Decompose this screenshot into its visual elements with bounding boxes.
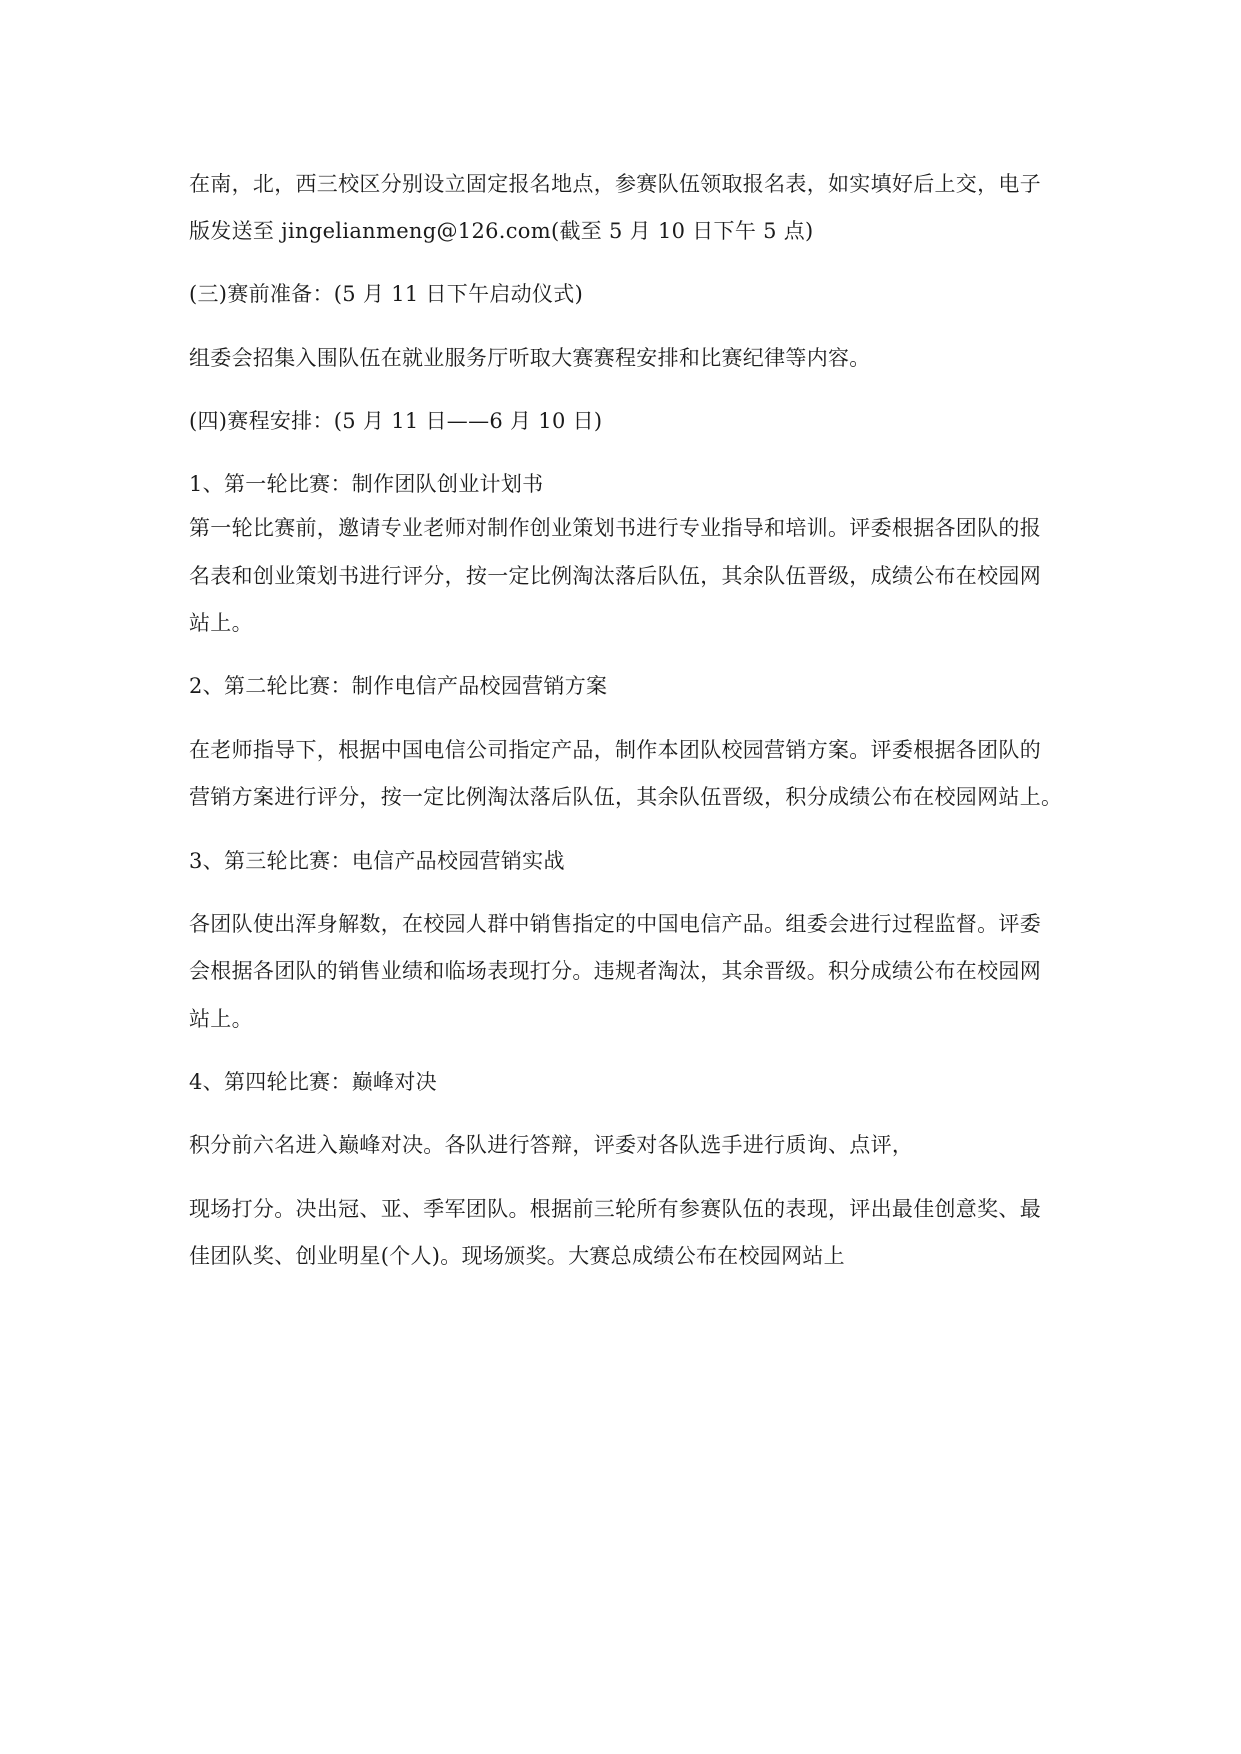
round-2-line-2: 营销方案进行评分，按一定比例淘汰落后队伍，其余队伍晋级，积分成绩公布在校园网站上。 [189, 785, 1063, 809]
round-2-line-1: 在老师指导下，根据中国电信公司指定产品，制作本团队校园营销方案。评委根据各团队的 [189, 738, 1041, 762]
round-4-heading: 4、第四轮比赛：巅峰对决 [189, 1070, 437, 1094]
round-3-line-1: 各团队使出浑身解数，在校园人群中销售指定的中国电信产品。组委会进行过程监督。评委 [189, 912, 1041, 936]
round-1-line-2: 名表和创业策划书进行评分，按一定比例淘汰落后队伍，其余队伍晋级，成绩公布在校园网 [189, 564, 1041, 588]
section-heading-prep: (三)赛前准备：(5 月 11 日下午启动仪式) [189, 282, 584, 306]
round-3-line-2: 会根据各团队的销售业绩和临场表现打分。违规者淘汰，其余晋级。积分成绩公布在校园网 [189, 959, 1041, 983]
round-1-heading: 1、第一轮比赛：制作团队创业计划书 [189, 472, 544, 496]
registration-line-2: 版发送至 jingelianmeng@126.com(截至 5 月 10 日下午 5 点) [189, 219, 814, 243]
round-4-line-1: 积分前六名进入巅峰对决。各队进行答辩，评委对各队选手进行质询、点评， [189, 1133, 914, 1157]
section-heading-schedule: (四)赛程安排：(5 月 11 日——6 月 10 日) [189, 409, 603, 433]
round-3-heading: 3、第三轮比赛：电信产品校园营销实战 [189, 849, 565, 873]
round-2-heading: 2、第二轮比赛：制作电信产品校园营销方案 [189, 674, 608, 698]
round-1-line-1: 第一轮比赛前，邀请专业老师对制作创业策划书进行专业指导和培训。评委根据各团队的报 [189, 516, 1041, 540]
prep-paragraph: 组委会招集入围队伍在就业服务厅听取大赛赛程安排和比赛纪律等内容。 [189, 346, 871, 370]
round-1-line-3: 站上。 [189, 611, 253, 635]
round-3-line-3: 站上。 [189, 1007, 253, 1031]
round-4-line-3: 佳团队奖、创业明星(个人)。现场颁奖。大赛总成绩公布在校园网站上 [189, 1244, 845, 1268]
round-4-line-2: 现场打分。决出冠、亚、季军团队。根据前三轮所有参赛队伍的表现，评出最佳创意奖、最 [189, 1197, 1041, 1221]
registration-line-1: 在南，北，西三校区分别设立固定报名地点，参赛队伍领取报名表，如实填好后上交，电子 [189, 172, 1041, 196]
